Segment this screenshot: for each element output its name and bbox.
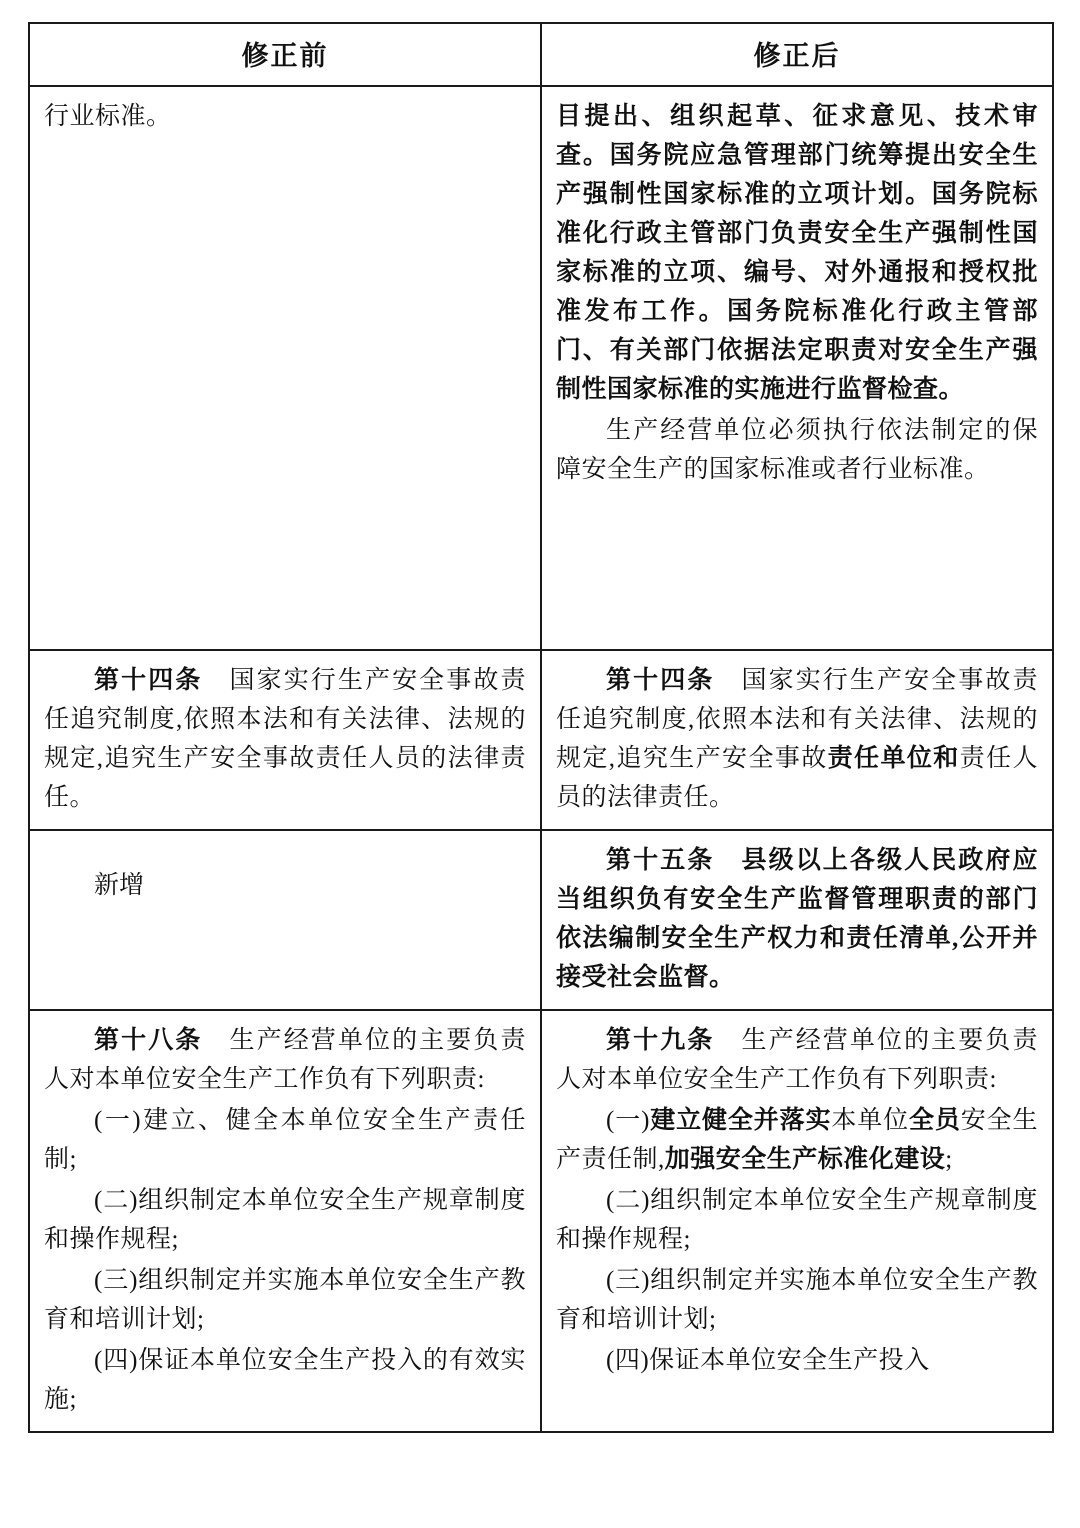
table-row	[29, 1010, 1053, 1432]
column-header-before: 修正前	[29, 23, 541, 86]
cell-after	[541, 86, 1053, 650]
article-text-tail: 责任人员的法律责任。	[556, 745, 1038, 811]
paragraph	[556, 1101, 1038, 1179]
paragraph: (三)组织制定并实施本单位安全生产教育和培训计划;	[44, 1267, 526, 1333]
article-number: 第十四条	[94, 667, 203, 694]
article-text: 生产经营单位的主要负责人对本单位安全生产工作负有下列职责:	[44, 1027, 526, 1093]
new-addition-label: 新增	[94, 872, 145, 899]
article-text-changed: 责任单位和	[827, 745, 960, 772]
paragraph	[44, 1021, 526, 1099]
article-text: 国家实行生产安全事故责任追究制度,依照本法和有关法律、法规的规定,追究生产安全事故责任人员的法律责任。	[44, 667, 526, 811]
paragraph: 目提出、组织起草、征求意见、技术审查。国务院应急管理部门统筹提出安全生产强制性国家标准的立项计划。国务院标准化行政主管部门负责安全生产强制性国家标准的立项、编号、对外通报和授权批准发布工作。国务院标准化行政主管部门、有关部门依据法定职责对安全生产强制性国家标准的实施进行监督检查。	[556, 103, 1038, 403]
item-marker: (一)	[606, 1107, 650, 1134]
paragraph: (一)建立、健全本单位安全生产责任制;	[44, 1107, 526, 1173]
article-number: 第十五条	[606, 847, 715, 874]
item-text-changed: 建立健全并落实	[649, 1107, 832, 1134]
article-text: 生产经营单位的主要负责人对本单位安全生产工作负有下列职责:	[556, 1027, 1038, 1093]
paragraph	[556, 841, 1038, 997]
cell-before	[29, 86, 541, 650]
paragraph	[556, 661, 1038, 817]
paragraph	[44, 661, 526, 817]
item-text-mid: 本单位	[831, 1107, 909, 1134]
paragraph: 行业标准。	[44, 103, 172, 130]
cell-before	[29, 650, 541, 830]
paragraph: (四)保证本单位安全生产投入	[606, 1347, 930, 1374]
article-number: 第十四条	[606, 667, 715, 694]
table-row	[29, 650, 1053, 830]
cell-before	[29, 1010, 541, 1432]
paragraph: 生产经营单位必须执行依法制定的保障安全生产的国家标准或者行业标准。	[556, 417, 1038, 483]
table-row	[29, 86, 1053, 650]
article-number: 第十八条	[94, 1027, 203, 1054]
item-text-changed-2: 全员	[908, 1107, 961, 1134]
table-row	[29, 830, 1053, 1010]
cell-before	[29, 830, 541, 1010]
cell-after	[541, 830, 1053, 1010]
cell-after	[541, 1010, 1053, 1432]
comparison-table	[28, 22, 1054, 1433]
article-text: 国家实行生产安全事故责任追究制度,依照本法和有关法律、法规的规定,追究生产安全事故	[556, 667, 1038, 772]
column-header-after: 修正后	[541, 23, 1053, 86]
paragraph: (四)保证本单位安全生产投入的有效实施;	[44, 1347, 526, 1413]
cell-after	[541, 650, 1053, 830]
article-text: 县级以上各级人民政府应当组织负有安全生产监督管理职责的部门依法编制安全生产权力和责任清单,公开并接受社会监督。	[556, 847, 1038, 991]
item-text-tail: 安全生产责任制,	[556, 1107, 1038, 1173]
item-text-changed-3: 加强安全生产标准化建设	[664, 1146, 946, 1173]
item-text-end: ;	[945, 1146, 953, 1173]
paragraph: (二)组织制定本单位安全生产规章制度和操作规程;	[44, 1187, 526, 1253]
paragraph: (二)组织制定本单位安全生产规章制度和操作规程;	[556, 1187, 1038, 1253]
table-header-row	[29, 23, 1053, 86]
article-number: 第十九条	[606, 1027, 715, 1054]
paragraph: (三)组织制定并实施本单位安全生产教育和培训计划;	[556, 1267, 1038, 1333]
paragraph	[556, 1021, 1038, 1099]
